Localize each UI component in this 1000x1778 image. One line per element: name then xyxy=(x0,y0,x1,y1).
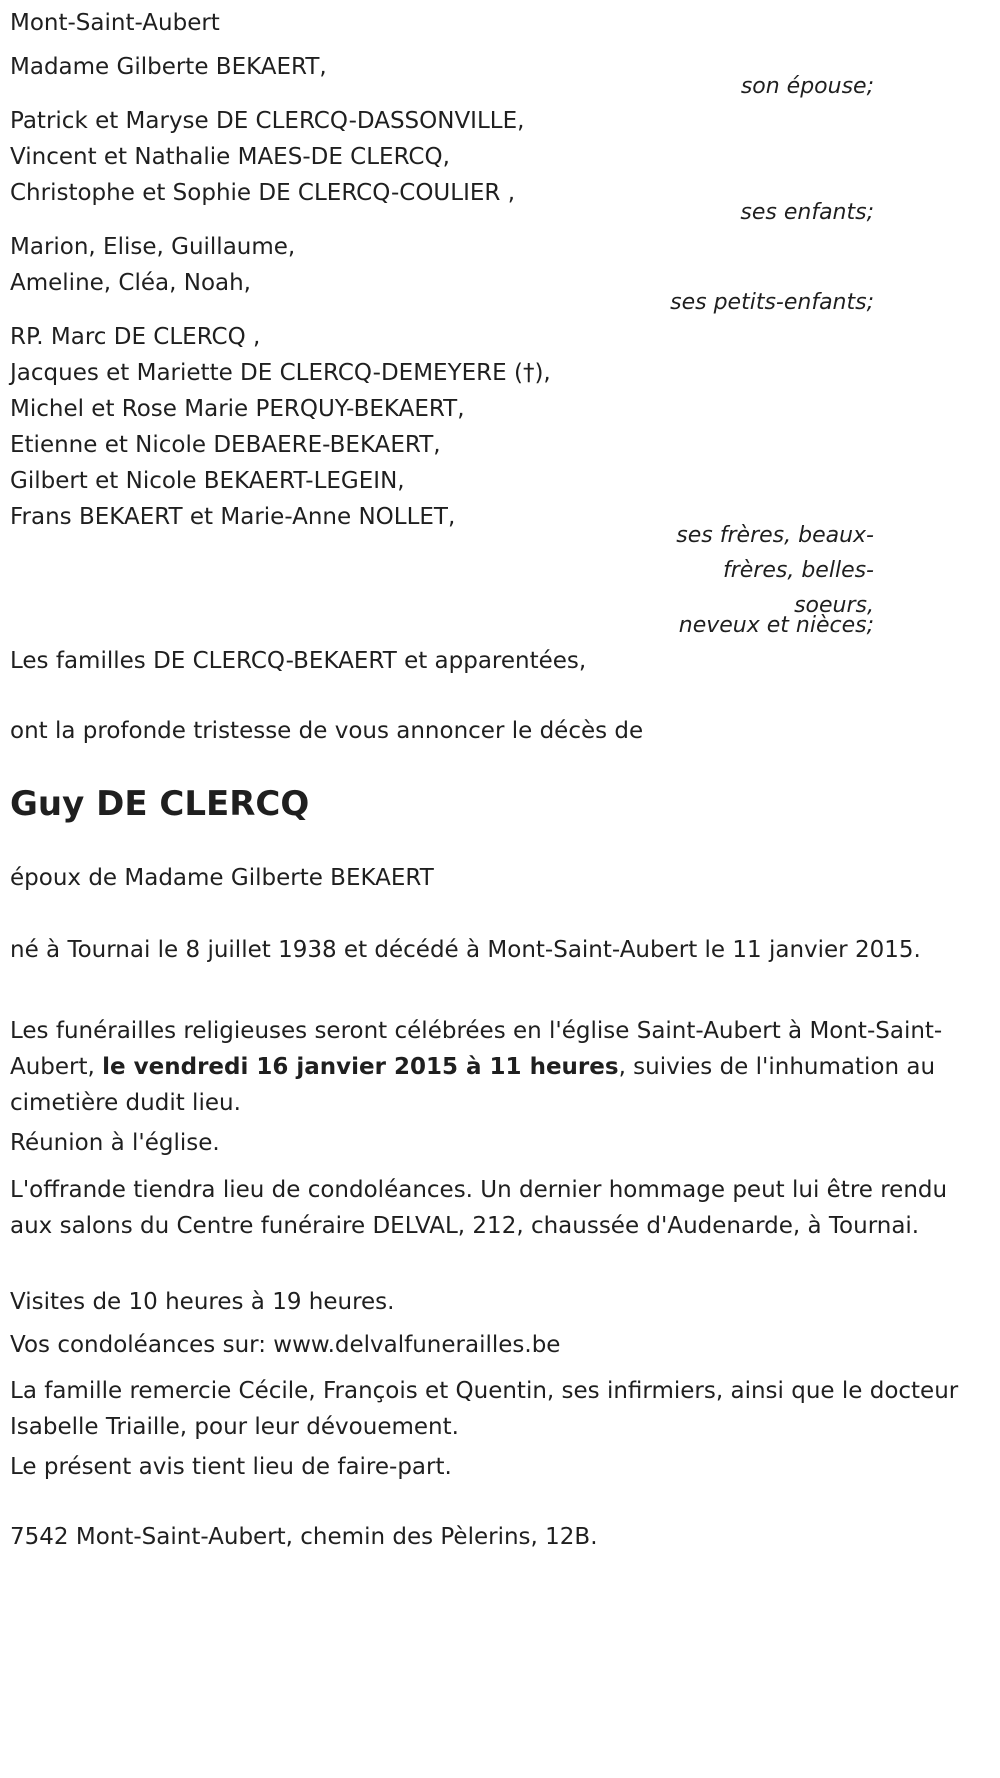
siblings-role-line: ses frères, beaux- xyxy=(676,523,874,548)
notice-line: Le présent avis tient lieu de faire-part. xyxy=(10,1454,452,1480)
sibling-line: Jacques et Mariette DE CLERCQ-DEMEYERE (†), xyxy=(10,360,551,386)
sibling-line: Michel et Rose Marie PERQUY-BEKAERT, xyxy=(10,396,465,422)
spouse-line: Madame Gilberte BEKAERT, xyxy=(10,54,327,80)
funeral-text-end: , suivies de l'inhumation au cimetière dudit lieu. xyxy=(10,1054,936,1116)
offering-paragraph: L'offrande tiendra lieu de condoléances. Un dernier hommage peut lui être rendu aux salons du Centre funéraire DELVAL, 212, chaussée d'Audenarde, à Tournai. xyxy=(10,1177,948,1239)
birth-death-paragraph: né à Tournai le 8 juillet 1938 et décédé à Mont-Saint-Aubert le 11 janvier 2015. xyxy=(10,937,921,963)
visits-line: Visites de 10 heures à 19 heures. xyxy=(10,1289,395,1315)
siblings-role-line: neveux et nièces; xyxy=(678,613,874,638)
meeting-line: Réunion à l'église. xyxy=(10,1130,220,1156)
families-line: Les familles DE CLERCQ-BEKAERT et apparentées, xyxy=(10,648,587,674)
sibling-line: Etienne et Nicole DEBAERE-BEKAERT, xyxy=(10,432,441,458)
funeral-text: Les funérailles religieuses seront célébrées en l'église Saint-Aubert à Mont-Saint-Aubert, xyxy=(10,1018,943,1080)
sibling-line: Gilbert et Nicole BEKAERT-LEGEIN, xyxy=(10,468,405,494)
sibling-line: Frans BEKAERT et Marie-Anne NOLLET, xyxy=(10,504,456,530)
children-role: ses enfants; xyxy=(740,200,874,225)
child-line: Patrick et Maryse DE CLERCQ-DASSONVILLE, xyxy=(10,108,525,134)
child-line: Vincent et Nathalie MAES-DE CLERCQ, xyxy=(10,144,450,170)
condolences-line: Vos condoléances sur: www.delvalfunerailles.be xyxy=(10,1332,561,1358)
announcement: ont la profonde tristesse de vous annoncer le décès de xyxy=(10,718,644,744)
sibling-line: RP. Marc DE CLERCQ , xyxy=(10,324,261,350)
thanks-paragraph: La famille remercie Cécile, François et Quentin, ses infirmiers, ainsi que le docteur Isabelle Triaille, pour leur dévouement. xyxy=(10,1378,959,1440)
grandchild-line: Ameline, Cléa, Noah, xyxy=(10,270,251,296)
funeral-paragraph xyxy=(10,1013,985,1121)
deceased-spouse: époux de Madame Gilberte BEKAERT xyxy=(10,865,434,891)
spouse-role: son épouse; xyxy=(740,74,874,99)
funeral-date: le vendredi 16 janvier 2015 à 11 heures xyxy=(102,1054,619,1080)
siblings-role-line: soeurs, xyxy=(794,593,874,618)
place: Mont-Saint-Aubert xyxy=(10,10,220,36)
siblings-role-line: frères, belles- xyxy=(722,558,874,583)
address-line: 7542 Mont-Saint-Aubert, chemin des Pèlerins, 12B. xyxy=(10,1524,598,1550)
child-line: Christophe et Sophie DE CLERCQ-COULIER , xyxy=(10,180,516,206)
grandchildren-role: ses petits-enfants; xyxy=(670,290,874,315)
grandchild-line: Marion, Elise, Guillaume, xyxy=(10,234,296,260)
deceased-name: Guy DE CLERCQ xyxy=(10,784,310,824)
